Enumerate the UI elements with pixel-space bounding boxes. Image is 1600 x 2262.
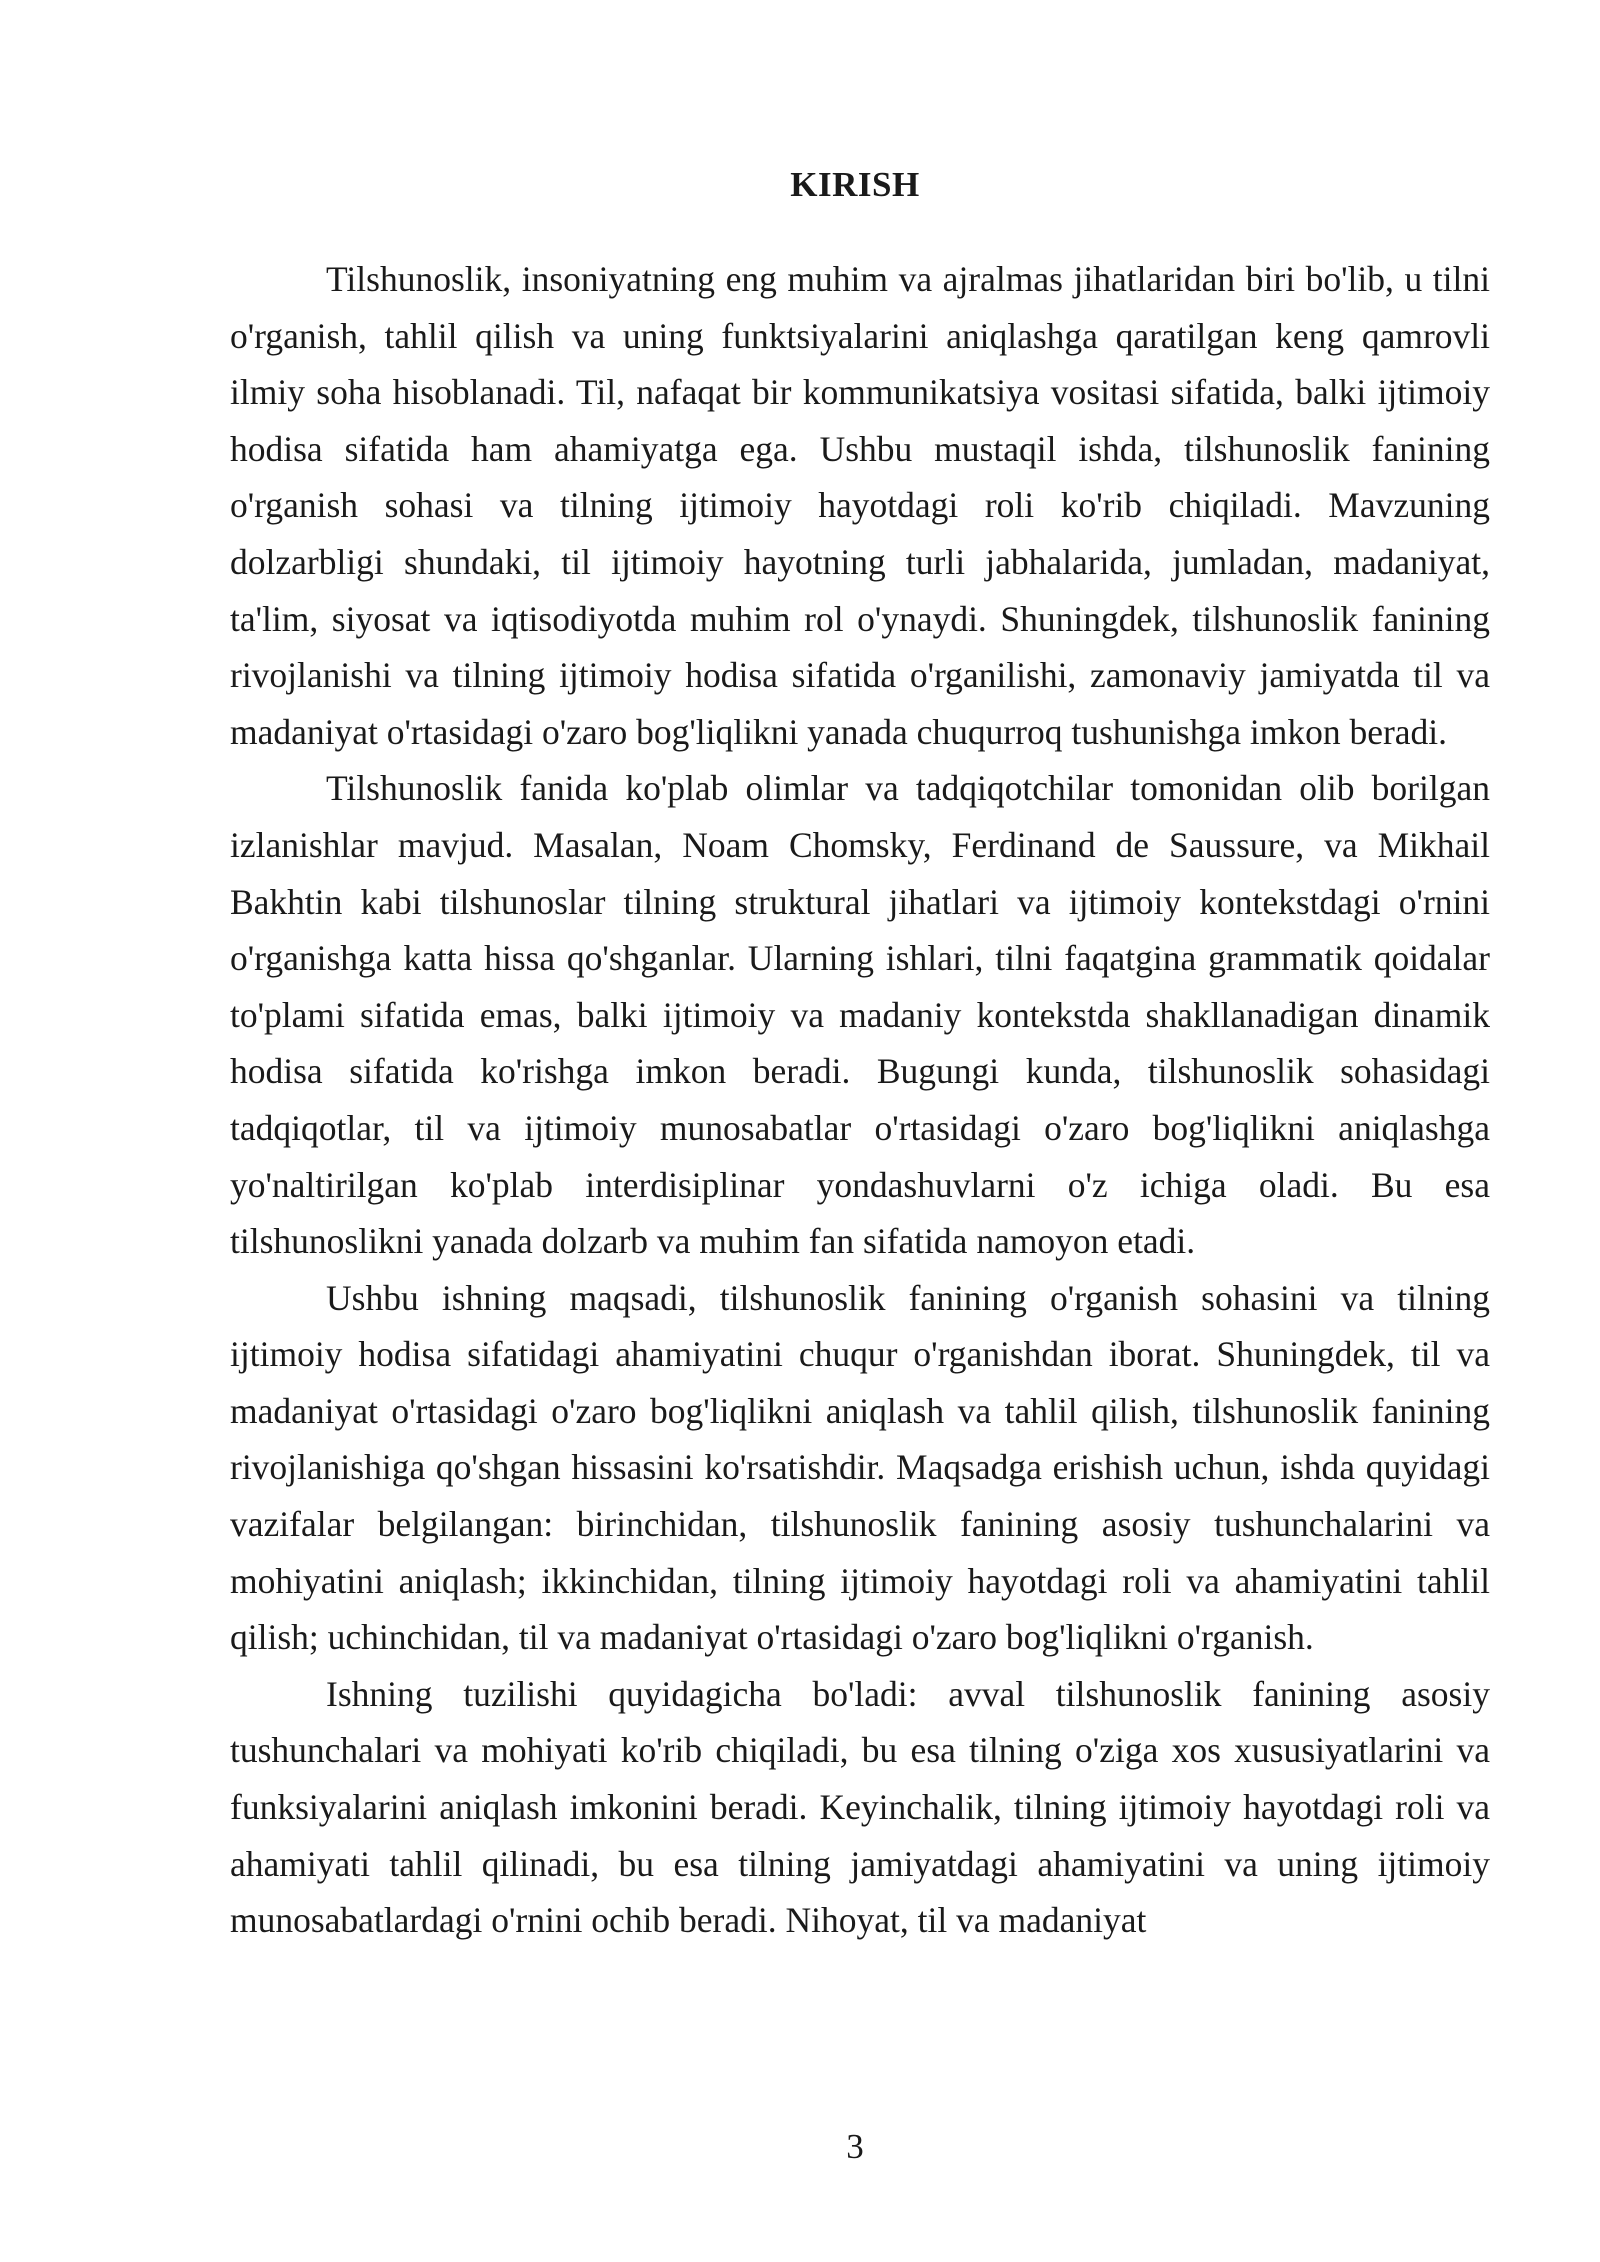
body-text: [230, 251, 1490, 1949]
paragraph: Ushbu ishning maqsadi, tilshunoslik fanining o'rganish sohasini va tilning ijtimoiy hodisa sifatidagi ahamiyatini chuqur o'rganishdan iborat. Shuningdek, til va madaniyat o'rtasidagi o'zaro bog'liqlikni aniqlash va tahlil qilish, tilshunoslik fanining rivojlanishiga qo'shgan hissasini ko'rsatishdir. Maqsadga erishish uchun, ishda quyidagi vazifalar belgilangan: birinchidan, tilshunoslik fanining asosiy tushunchalarini va mohiyatini aniqlash; ikkinchidan, tilning ijtimoiy hayotdagi roli va ahamiyatini tahlil qilish; uchinchidan, til va madaniyat o'rtasidagi o'zaro bog'liqlikni o'rganish.: [230, 1277, 1490, 1658]
page-number: 3: [846, 2127, 864, 2166]
paragraph: Ishning tuzilishi quyidagicha bo'ladi: avval tilshunoslik fanining asosiy tushunchalari va mohiyati ko'rib chiqiladi, bu esa tilning o'ziga xos xususiyatlarini va funksiyalarini aniqlash imkonini beradi. Keyinchalik, tilning ijtimoiy hayotdagi roli va ahamiyati tahlil qilinadi, bu esa tilning jamiyatdagi ahamiyatini va uning ijtimoiy munosabatlardagi o'rnini ochib beradi. Nihoyat, til va madaniyat: [230, 1673, 1490, 1941]
paragraph: Tilshunoslik fanida ko'plab olimlar va tadqiqotchilar tomonidan olib borilgan izlanishlar mavjud. Masalan, Noam Chomsky, Ferdinand de Saussure, va Mikhail Bakhtin kabi tilshunoslar tilning struktural jihatlari va ijtimoiy kontekstdagi o'rnini o'rganishga katta hissa qo'shganlar. Ularning ishlari, tilni faqatgina grammatik qoidalar to'plami sifatida emas, balki ijtimoiy va madaniy kontekstda shakllanadigan dinamik hodisa sifatida ko'rishga imkon beradi. Bugungi kunda, tilshunoslik sohasidagi tadqiqotlar, til va ijtimoiy munosabatlar o'rtasidagi o'zaro bog'liqlikni aniqlashga yo'naltirilgan ko'plab interdisiplinar yondashuvlarni o'z ichiga oladi. Bu esa tilshunoslikni yanada dolzarb va muhim fan sifatida namoyon etadi.: [230, 768, 1490, 1262]
page-title: KIRISH: [790, 165, 920, 204]
paragraph: Tilshunoslik, insoniyatning eng muhim va ajralmas jihatlaridan biri bo'lib, u tilni o'rganish, tahlil qilish va uning funktsiyalarini aniqlashga qaratilgan keng qamrovli ilmiy soha hisoblanadi. Til, nafaqat bir kommunikatsiya vositasi sifatida, balki ijtimoiy hodisa sifatida ham ahamiyatga ega. Ushbu mustaqil ishda, tilshunoslik fanining o'rganish sohasi va tilning ijtimoiy hayotdagi roli ko'rib chiqiladi. Mavzuning dolzarbligi shundaki, til ijtimoiy hayotning turli jabhalarida, jumladan, madaniyat, ta'lim, siyosat va iqtisodiyotda muhim rol o'ynaydi. Shuningdek, tilshunoslik fanining rivojlanishi va tilning ijtimoiy hodisa sifatida o'rganilishi, zamonaviy jamiyatda til va madaniyat o'rtasidagi o'zaro bog'liqlikni yanada chuqurroq tushunishga imkon beradi.: [230, 259, 1490, 752]
